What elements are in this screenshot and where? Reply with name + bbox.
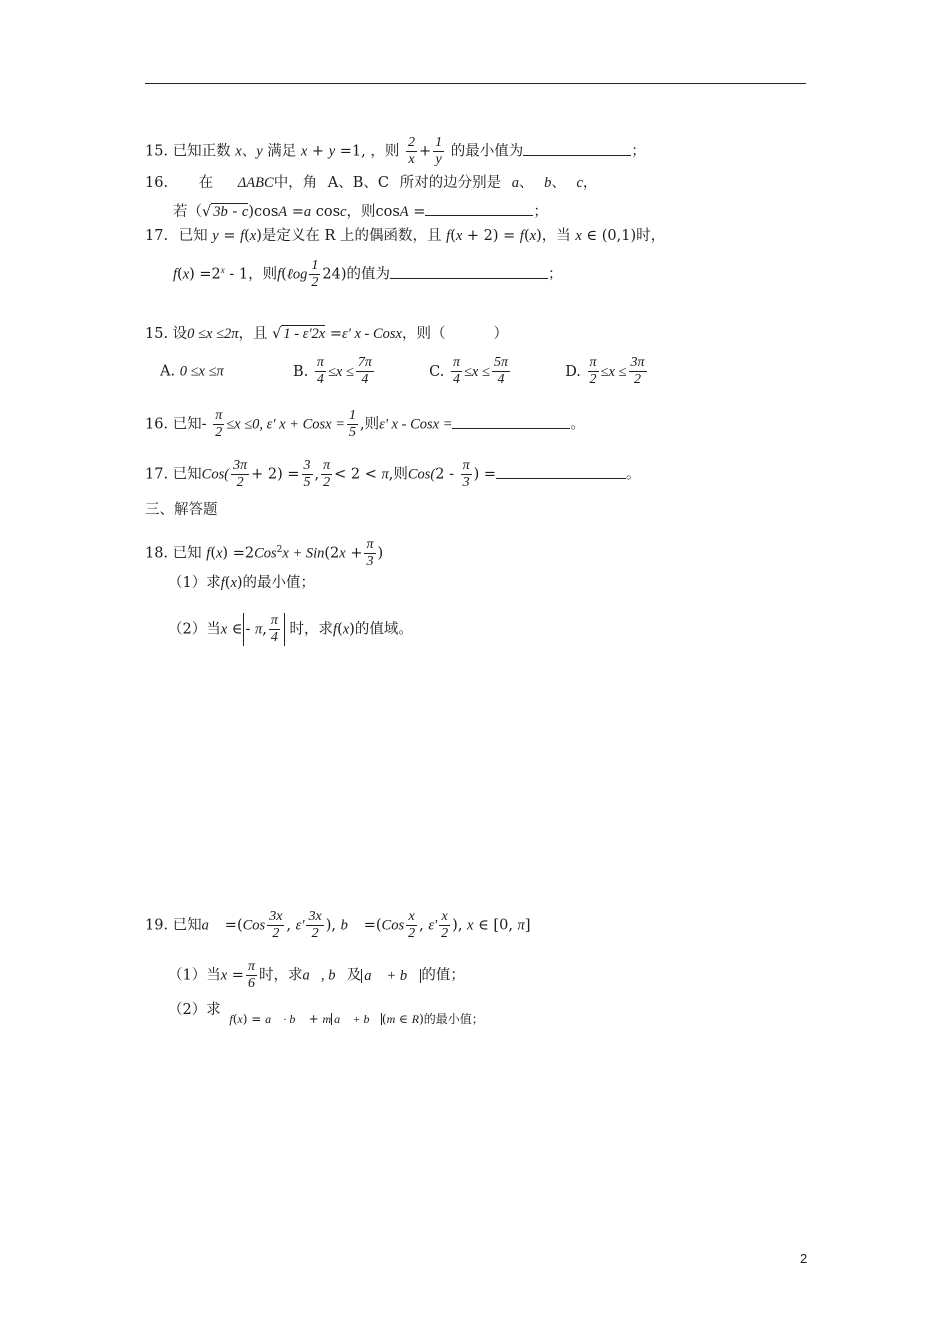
answer-blank (523, 143, 631, 156)
question-18-part-1: （1）求f(x)的最小值； (168, 575, 316, 591)
question-16b: 16. 已知- $\frac{\pi}{2}$ ≤x ≤0, ε' x + Cosx = $\frac{1}{5}$ ,则ε' x - Cosx = 。 (145, 408, 585, 441)
answer-blank (390, 266, 548, 279)
question-19-part-2: （2）求 $_{f(x) = a⃗ \cdot b⃗ + m a⃗ + b⃗ (m \in R)的最小值;}$ (168, 1002, 484, 1026)
question-17b: 17. 已知Cos( $\frac{3\pi}{2}$ + 2) = $\frac{3}{5}$ , $\frac{\pi}{2}$ < 2 < π,则Cos(2 - $\frac{\pi}{3}$ ) = 。 (145, 458, 641, 491)
option-a[interactable]: A. 0 ≤x ≤π (160, 363, 224, 380)
question-15a: 15. 已知正数 x、y 满足 x + y =1, ，则 $\frac{2}{x}$ + $\frac{1}{y}$ 的最小值为 ； (145, 135, 646, 168)
question-16a-cont: 若（√ 3b - c)cosA =a cosc，则cosA = ； (173, 204, 548, 220)
answer-blank (496, 466, 626, 479)
question-15b-options (160, 355, 649, 388)
question-number: 18. (145, 545, 169, 562)
question-number: 16. (145, 416, 169, 433)
question-18: 18. 已知 f(x) =2Cos$^2$x + Sin(2x + $\frac{\pi}{3}$ ) (145, 537, 384, 570)
question-15b: 15. 设0 ≤x ≤2π，且 √ 1 - ε'2x =ε' x - Cosx，则（ ） (145, 326, 508, 342)
answer-blank (425, 203, 533, 216)
question-number: 15. (145, 143, 169, 160)
option-d[interactable]: D. $\frac{\pi}{2}$ ≤x ≤ $\frac{3\pi}{2}$ (565, 355, 645, 388)
page-number: 2 (800, 1251, 808, 1266)
question-number: 17. (145, 466, 169, 483)
option-c[interactable]: C. $\frac{\pi}{4}$ ≤x ≤ $\frac{5\pi}{4}$ (429, 355, 508, 388)
question-number: 15. (145, 326, 169, 342)
option-b[interactable]: B. $\frac{\pi}{4}$ ≤x ≤ $\frac{7\pi}{4}$ (293, 355, 372, 388)
question-number: 17. (145, 228, 169, 244)
question-18-part-2: （2）当x ∈ - π, $\frac{\pi}{4}$ 时，求f(x)的值域。 (168, 613, 413, 646)
section-heading: 三、解答题 (145, 502, 218, 518)
question-17a-cont: $f(x) =2^x - 1$，则f(ℓog $\frac{1}{2}$ 24)的值为 ； (173, 258, 563, 291)
question-17a: 17. 已知 y = f(x)是定义在 R 上的偶函数，且 f(x + 2) = f(x)，当 x ∈ (0,1)时， (145, 228, 666, 244)
question-number: 19. (145, 917, 169, 934)
answer-blank (452, 416, 570, 429)
question-19: 19. 已知a⃗ =(Cos $\frac{3x}{2}$ , ε' $\frac{3x}{2}$ ), b⃗ =(Cos $\frac{x}{2}$ , ε' $\frac{x}{2}$ ), x ∈ [0, π] (145, 909, 531, 942)
header-rule (145, 83, 806, 84)
question-19-part-1: （1）当x = $\frac{\pi}{6}$ 时，求a⃗, b⃗及 a⃗ + b⃗ 的值； (168, 959, 465, 992)
question-number: 16. (145, 175, 169, 191)
question-16a: 16. 在 ΔABC中，角 A、B、C 所对的边分别是 a、 b、 c， (145, 175, 598, 191)
